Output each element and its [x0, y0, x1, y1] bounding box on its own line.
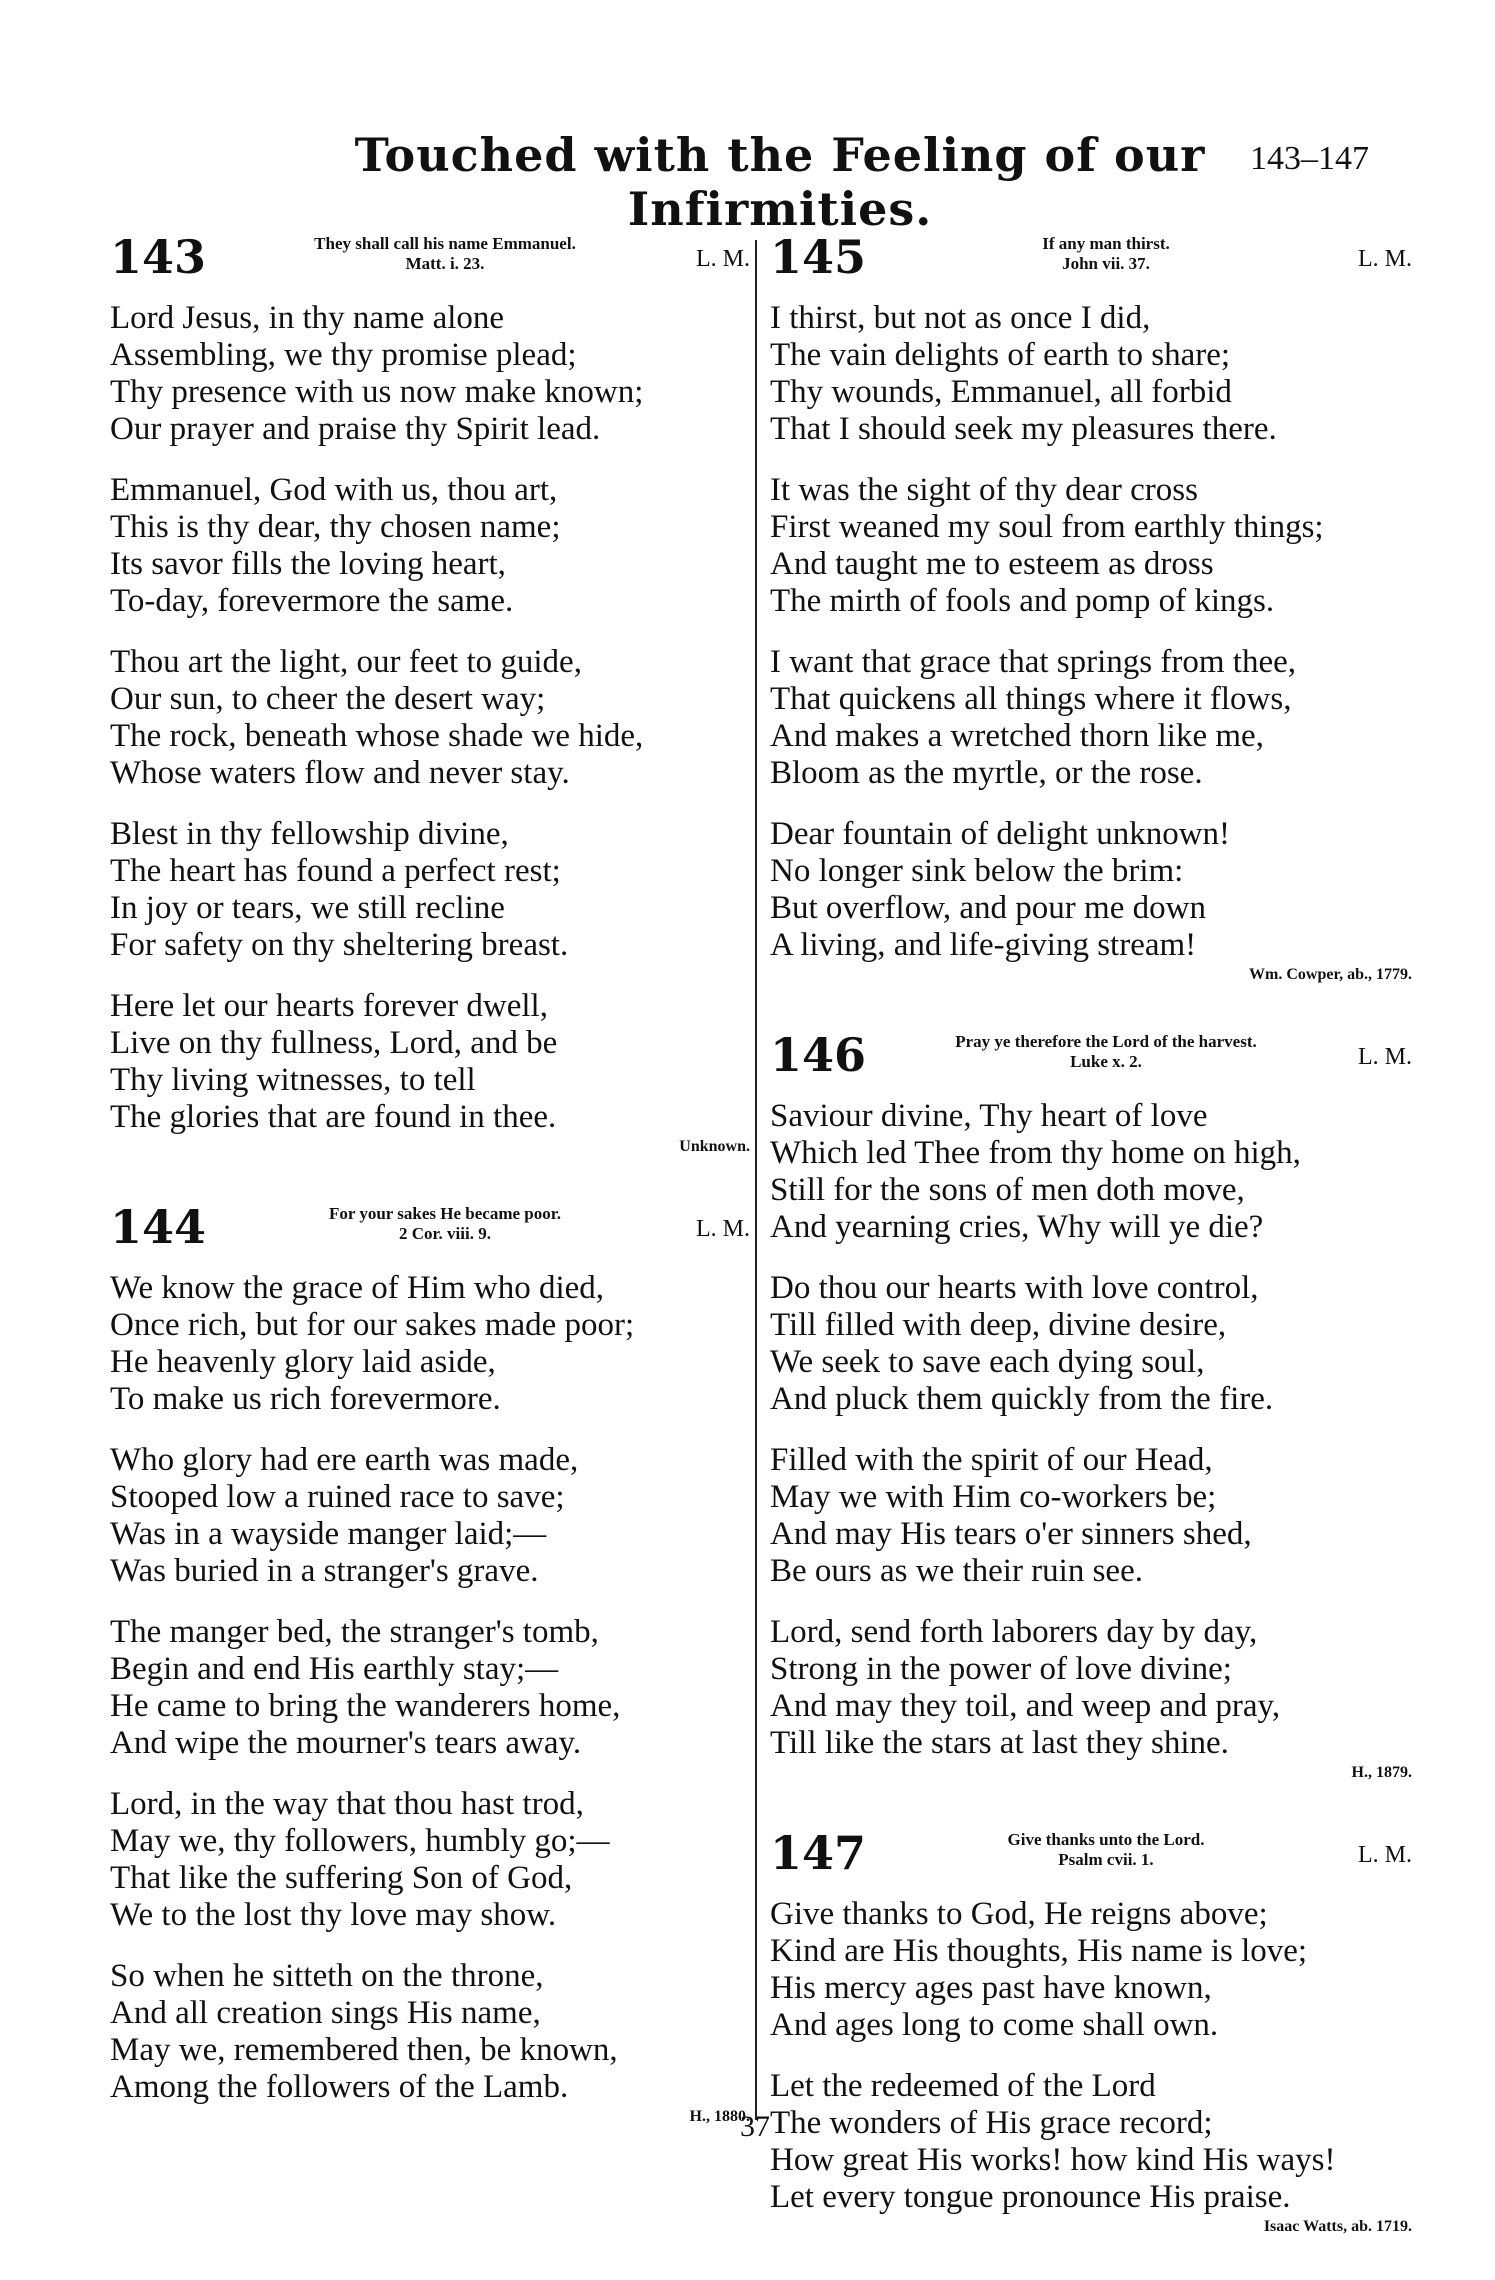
stanza: [110, 1442, 750, 1590]
verse-line: To-day, forevermore the same.: [110, 583, 514, 619]
running-title: Touched with the Feeling of our Infirmities.: [354, 128, 1206, 236]
hymn-meter: L. M.: [696, 246, 750, 272]
hymn-heading: [770, 1826, 1412, 1896]
verse-line: Strong in the power of love divine;: [770, 1651, 1232, 1687]
hymn-author: H., 1880.: [689, 2108, 750, 2125]
verse-line: We seek to save each dying soul,: [770, 1344, 1205, 1380]
hymn-number: 144: [110, 1200, 207, 1254]
scripture-text: [230, 1204, 660, 1244]
scripture-text: [230, 234, 660, 274]
verse-line: Which led Thee from thy home on high,: [770, 1135, 1301, 1171]
stanza: [770, 1896, 1412, 2044]
verse-line: How great His works! how kind His ways!: [770, 2142, 1336, 2178]
verse-line: That like the suffering Son of God,: [110, 1860, 573, 1896]
verse-line: And may His tears o'er sinners shed,: [770, 1516, 1252, 1552]
verse-line: Lord Jesus, in thy name alone: [110, 300, 505, 336]
verse-line: In joy or tears, we still recline: [110, 890, 505, 926]
verse-line: May we with Him co-workers be;: [770, 1479, 1217, 1515]
verse-line: The rock, beneath whose shade we hide,: [110, 718, 644, 754]
verse-line: But overflow, and pour me down: [770, 890, 1206, 926]
stanza: [770, 472, 1412, 620]
verse-line: Was in a wayside manger laid;—: [110, 1516, 547, 1552]
verse-line: Still for the sons of men doth move,: [770, 1172, 1245, 1208]
verse-line: Assembling, we thy promise plead;: [110, 337, 577, 373]
verse-line: Emmanuel, God with us, thou art,: [110, 472, 558, 508]
stanza: [770, 1270, 1412, 1418]
stanza: [770, 1614, 1412, 1762]
hymn-range: 143–147: [1250, 140, 1369, 177]
verse-line: For safety on thy sheltering breast.: [110, 927, 569, 963]
verse-line: Live on thy fullness, Lord, and be: [110, 1025, 558, 1061]
hymn-author: Wm. Cowper, ab., 1779.: [1249, 966, 1412, 983]
verse-line: Till filled with deep, divine desire,: [770, 1307, 1227, 1343]
verse-line: And ages long to come shall own.: [770, 2007, 1219, 2043]
verse-line: And yearning cries, Why will ye die?: [770, 1209, 1264, 1245]
hymn: [770, 1028, 1412, 1782]
verse-line: He heavenly glory laid aside,: [110, 1344, 496, 1380]
stanza: [770, 1442, 1412, 1590]
verse-line: And taught me to esteem as dross: [770, 546, 1214, 582]
verse-line: He came to bring the wanderers home,: [110, 1688, 621, 1724]
verse-line: Lord, in the way that thou hast trod,: [110, 1786, 584, 1822]
page-number: 37: [740, 2110, 770, 2143]
verse-line: Begin and end His earthly stay;—: [110, 1651, 559, 1687]
verse-line: First weaned my soul from earthly things;: [770, 509, 1324, 545]
stanza: [110, 816, 750, 964]
hymn-number: 147: [770, 1826, 867, 1880]
stanza: [110, 1614, 750, 1762]
verse-line: That I should seek my pleasures there.: [770, 411, 1277, 447]
verse-line: Who glory had ere earth was made,: [110, 1442, 579, 1478]
scripture-quote: Give thanks unto the Lord.: [1007, 1830, 1205, 1849]
stanza: [770, 1098, 1412, 1246]
verse-line: Stooped low a ruined race to save;: [110, 1479, 565, 1515]
verse-line: May we, thy followers, humbly go;—: [110, 1823, 610, 1859]
hymn-number: 145: [770, 230, 867, 284]
verse-line: Among the followers of the Lamb.: [110, 2069, 569, 2105]
scripture-quote: If any man thirst.: [1042, 234, 1170, 253]
verse-line: The heart has found a perfect rest;: [110, 853, 561, 889]
verse-line: We know the grace of Him who died,: [110, 1270, 605, 1306]
verse-line: Bloom as the myrtle, or the rose.: [770, 755, 1203, 791]
verse-line: Kind are His thoughts, His name is love;: [770, 1933, 1308, 1969]
verse-line: Thou art the light, our feet to guide,: [110, 644, 582, 680]
hymn-heading: [110, 1200, 750, 1270]
hymn-meter: L. M.: [1358, 1044, 1412, 1070]
verse-line: Dear fountain of delight unknown!: [770, 816, 1231, 852]
verse-line: Thy living witnesses, to tell: [110, 1062, 476, 1098]
scripture-quote: Pray ye therefore the Lord of the harvest.: [955, 1032, 1257, 1051]
stanza: [110, 1786, 750, 1934]
verse-line: Thy wounds, Emmanuel, all forbid: [770, 374, 1232, 410]
hymn-author: Unknown.: [679, 1138, 750, 1155]
stanza: [110, 472, 750, 620]
verse-line: Whose waters flow and never stay.: [110, 755, 570, 791]
left-column: [110, 230, 750, 2170]
verse-line: Filled with the spirit of our Head,: [770, 1442, 1213, 1478]
verse-line: And may they toil, and weep and pray,: [770, 1688, 1281, 1724]
hymn-author: Isaac Watts, ab. 1719.: [1263, 2218, 1412, 2235]
scripture-reference: 2 Cor. viii. 9.: [399, 1224, 491, 1243]
verse-line: The glories that are found in thee.: [110, 1099, 557, 1135]
verse-line: It was the sight of thy dear cross: [770, 472, 1198, 508]
hymn-author: H., 1879.: [1351, 1764, 1412, 1781]
hymn-number: 146: [770, 1028, 867, 1082]
stanza: [770, 816, 1412, 964]
verse-line: Let every tongue pronounce His praise.: [770, 2179, 1291, 2215]
hymn-meter: L. M.: [1358, 1842, 1412, 1868]
column-divider: [755, 240, 757, 2120]
hymn-heading: [770, 1028, 1412, 1098]
verse-line: A living, and life-giving stream!: [770, 927, 1197, 963]
verse-line: Our prayer and praise thy Spirit lead.: [110, 411, 601, 447]
page-header: [0, 128, 1495, 236]
verse-line: I thirst, but not as once I did,: [770, 300, 1151, 336]
verse-line: The manger bed, the stranger's tomb,: [110, 1614, 599, 1650]
hymn-meter: L. M.: [696, 1216, 750, 1242]
scripture-quote: For your sakes He became poor.: [328, 1204, 561, 1223]
verse-line: Do thou our hearts with love control,: [770, 1270, 1259, 1306]
verse-line: Be ours as we their ruin see.: [770, 1553, 1143, 1589]
verse-line: And all creation sings His name,: [110, 1995, 541, 2031]
stanza: [770, 2068, 1412, 2216]
verse-line: To make us rich forevermore.: [110, 1381, 501, 1417]
verse-line: Till like the stars at last they shine.: [770, 1725, 1229, 1761]
verse-line: This is thy dear, thy chosen name;: [110, 509, 561, 545]
scripture-reference: Psalm cvii. 1.: [1058, 1850, 1154, 1869]
hymn-heading: [770, 230, 1412, 300]
verse-line: May we, remembered then, be known,: [110, 2032, 618, 2068]
hymn: [110, 230, 750, 1156]
verse-line: Was buried in a stranger's grave.: [110, 1553, 539, 1589]
verse-line: And makes a wretched thorn like me,: [770, 718, 1264, 754]
hymn: [110, 1200, 750, 2126]
verse-line: Saviour divine, Thy heart of love: [770, 1098, 1208, 1134]
stanza: [110, 300, 750, 448]
hymn: [770, 1826, 1412, 2236]
verse-line: Once rich, but for our sakes made poor;: [110, 1307, 635, 1343]
scripture-reference: John vii. 37.: [1062, 254, 1150, 273]
verse-line: The mirth of fools and pomp of kings.: [770, 583, 1275, 619]
stanza: [110, 988, 750, 1136]
verse-line: His mercy ages past have known,: [770, 1970, 1212, 2006]
hymn-heading: [110, 230, 750, 300]
hymn: [770, 230, 1412, 984]
stanza: [110, 1270, 750, 1418]
verse-line: Lord, send forth laborers day by day,: [770, 1614, 1258, 1650]
verse-line: That quickens all things where it flows,: [770, 681, 1292, 717]
scripture-reference: Matt. i. 23.: [405, 254, 485, 273]
verse-line: I want that grace that springs from thee,: [770, 644, 1296, 680]
verse-line: And wipe the mourner's tears away.: [110, 1725, 582, 1761]
verse-line: The wonders of His grace record;: [770, 2105, 1213, 2141]
scripture-reference: Luke x. 2.: [1070, 1052, 1142, 1071]
hymn-meter: L. M.: [1358, 246, 1412, 272]
verse-line: Blest in thy fellowship divine,: [110, 816, 509, 852]
verse-line: Give thanks to God, He reigns above;: [770, 1896, 1268, 1932]
scripture-text: [890, 1830, 1322, 1870]
verse-line: So when he sitteth on the throne,: [110, 1958, 544, 1994]
verse-line: No longer sink below the brim:: [770, 853, 1184, 889]
stanza: [770, 644, 1412, 792]
verse-line: Thy presence with us now make known;: [110, 374, 644, 410]
verse-line: We to the lost thy love may show.: [110, 1897, 557, 1933]
scripture-quote: They shall call his name Emmanuel.: [314, 234, 576, 253]
verse-line: Here let our hearts forever dwell,: [110, 988, 548, 1024]
stanza: [110, 644, 750, 792]
verse-line: Our sun, to cheer the desert way;: [110, 681, 546, 717]
verse-line: And pluck them quickly from the fire.: [770, 1381, 1274, 1417]
right-column: [770, 230, 1412, 2280]
scripture-text: [890, 234, 1322, 274]
hymn-number: 143: [110, 230, 207, 284]
scripture-text: [890, 1032, 1322, 1072]
verse-line: The vain delights of earth to share;: [770, 337, 1231, 373]
verse-line: Let the redeemed of the Lord: [770, 2068, 1156, 2104]
stanza: [110, 1958, 750, 2106]
stanza: [770, 300, 1412, 448]
verse-line: Its savor fills the loving heart,: [110, 546, 506, 582]
